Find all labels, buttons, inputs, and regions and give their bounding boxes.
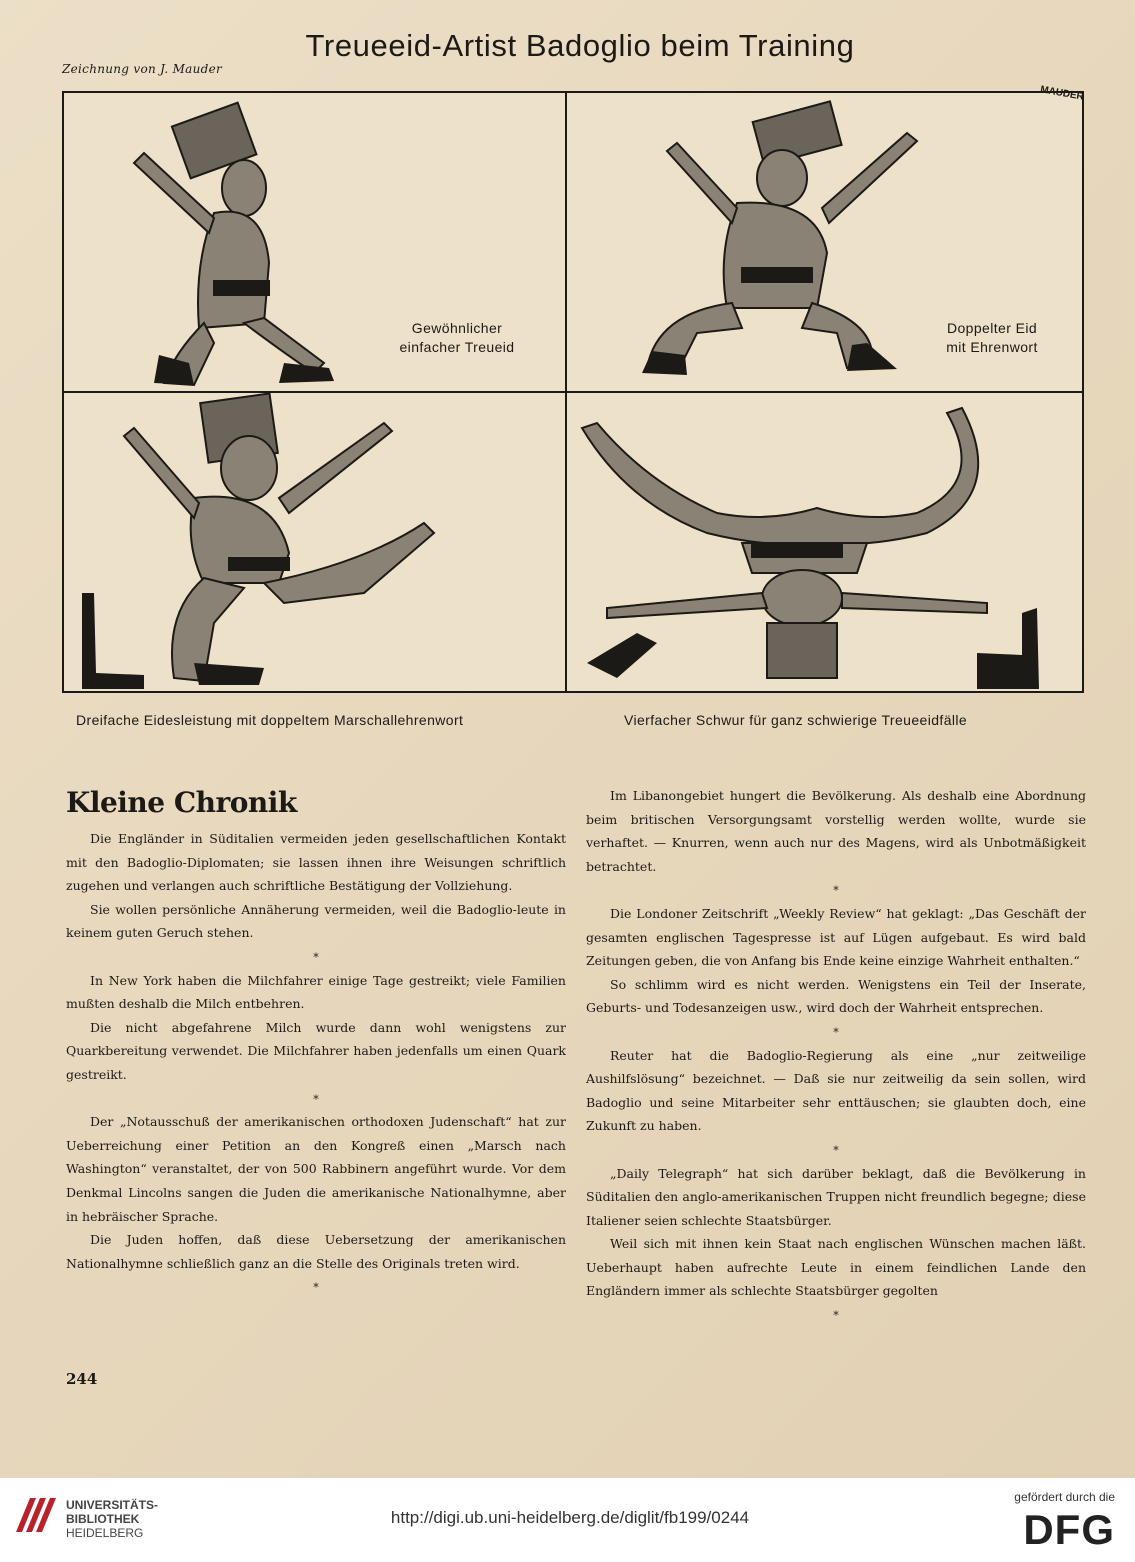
right-paragraph-4: Reuter hat die Badoglio-Regierung als eine „nur zeitweilige Aushilfslösung“ bezeichnet. — Daß sie nur zeitweilig da sein sollen, wird Badoglio und seine Mitarbeiter sehr enttäuschen; sie glaubten doch, eine Zukunft zu haben. — [586, 1047, 1086, 1134]
right-paragraph-2: Die Londoner Zeitschrift „Weekly Review“ hat geklagt: „Das Geschäft der gesamten englischen Tagespresse ist auf Lügen aufgebaut. Es wird bald Zeitungen geben, die von Anfang bis Ende keine einzige Wahrheit enthalten.“ — [586, 905, 1086, 969]
illustrator-credit: Zeichnung von J. Mauder — [62, 62, 223, 76]
cartoon-panel-3 — [64, 393, 565, 691]
panel-4-caption: Vierfacher Schwur für ganz schwierige Treueeidfälle — [624, 712, 968, 728]
cartoon-panel-1 — [64, 93, 565, 391]
university-library-name — [66, 1498, 158, 1540]
right-paragraph-5: „Daily Telegraph“ hat sich darüber beklagt, daß die Bevölkerung in Süditalien den anglo-amerikanischen Truppen nicht freundlich begegne; diese Italiener seien schlechte Staatsbürger. — [586, 1165, 1086, 1228]
right-paragraph-6: Weil sich mit ihnen kein Staat nach englischen Wünschen machen läßt. Ueberhaupt haben aufrechte Leute in einem feindlichen Lande den Engländern immer als schlechte Staatsbürger gegolten — [586, 1236, 1086, 1299]
left-paragraph-4: Die nicht abgefahrene Milch wurde dann wohl wenigstens zur Quarkbereitung verwendet. Die Milchfahrer haben jedenfalls um einen Quark gestreikt. — [66, 1019, 566, 1082]
left-column — [66, 827, 566, 1299]
figure-illustration-4 — [567, 393, 1068, 691]
library-name-line-2: BIBLIOTHEK — [66, 1512, 140, 1526]
section-separator: * — [313, 1281, 319, 1295]
right-paragraph-3: So schlimm wird es nicht werden. Wenigstens ein Teil der Inserate, Geburts- und Todesanzeigen usw., wird doch der Wahrheit entsprechen. — [586, 976, 1086, 1016]
left-paragraph-2: Sie wollen persönliche Annäherung vermeiden, weil die Badoglio-leute in keinem guten Geruch stehen. — [66, 901, 566, 941]
source-url-link[interactable]: http://digi.ub.uni-heidelberg.de/diglit/fb199/0244 — [390, 1508, 750, 1527]
section-separator: * — [833, 884, 839, 898]
left-paragraph-3: In New York haben die Milchfahrer einige Tage gestreikt; viele Familien mußten deshalb die Milch entbehren. — [66, 972, 566, 1012]
panel-2-label — [922, 319, 1062, 357]
panel-2-label-line-1: Doppelter Eid — [946, 320, 1038, 336]
cartoon-title: Treueeid-Artist Badoglio beim Training — [305, 28, 855, 63]
university-library-logo-icon — [12, 1492, 58, 1538]
dfg-logo: DFG — [1023, 1506, 1115, 1553]
article-heading: Kleine Chronik — [66, 786, 297, 819]
funding-note: gefördert durch die — [1014, 1490, 1115, 1504]
library-name-line-3: HEIDELBERG — [66, 1526, 144, 1540]
footer-bar — [0, 1478, 1135, 1562]
section-separator: * — [313, 1092, 319, 1106]
artist-signature: MAUDER — [1039, 84, 1085, 103]
cartoon-panel-4 — [567, 393, 1068, 691]
right-column — [586, 784, 1086, 1327]
right-paragraph-1: Im Libanongebiet hungert die Bevölkerung. Als deshalb eine Abordnung beim britischen Versorgungsamt vorstellig werden wollte, wurde sie verhaftet. — Knurren, wenn auch nur des Magens, wird als Unbotmäßigkeit betrachtet. — [586, 788, 1086, 874]
left-paragraph-5: Der „Notausschuß der amerikanischen orthodoxen Judenschaft“ hat zur Ueberreichung einer Petition an den Kongreß einen „Marsch nach Washington“ veranstaltet, der von 500 Rabbinern angeführt wurde. Vor dem Denkmal Lincolns sangen die Juden die amerikanische Nationalhymne, aber in hebräischer Sprache. — [66, 1114, 566, 1224]
left-paragraph-6: Die Juden hoffen, daß diese Uebersetzung der amerikanischen Nationalhymne schließlich ganz an die Stelle des Originals treten wird. — [66, 1232, 566, 1271]
panel-1-label — [382, 319, 532, 357]
panel-2-label-line-2: mit Ehrenwort — [946, 339, 1038, 355]
section-separator: * — [313, 950, 319, 964]
left-paragraph-1: Die Engländer in Süditalien vermeiden jeden gesellschaftlichen Kontakt mit den Badoglio-Diplomaten; sie lassen ihnen ihre Weisungen schriftlich zugehen und verlangen auch schriftliche Bestätigung der Vollziehung. — [66, 831, 566, 894]
cartoon-panel-2 — [567, 93, 1068, 391]
panel-3-caption: Dreifache Eidesleistung mit doppeltem Marschallehrenwort — [76, 712, 464, 728]
panel-1-label-line-2: einfacher Treueid — [399, 339, 515, 355]
panel-1-label-line-1: Gewöhnlicher — [411, 320, 503, 336]
page-number: 244 — [66, 1370, 98, 1388]
section-separator: * — [833, 1143, 839, 1157]
section-separator: * — [833, 1025, 839, 1039]
figure-illustration-3 — [64, 393, 565, 691]
library-name-line-1: UNIVERSITÄTS- — [66, 1498, 159, 1512]
section-separator: * — [833, 1309, 839, 1323]
